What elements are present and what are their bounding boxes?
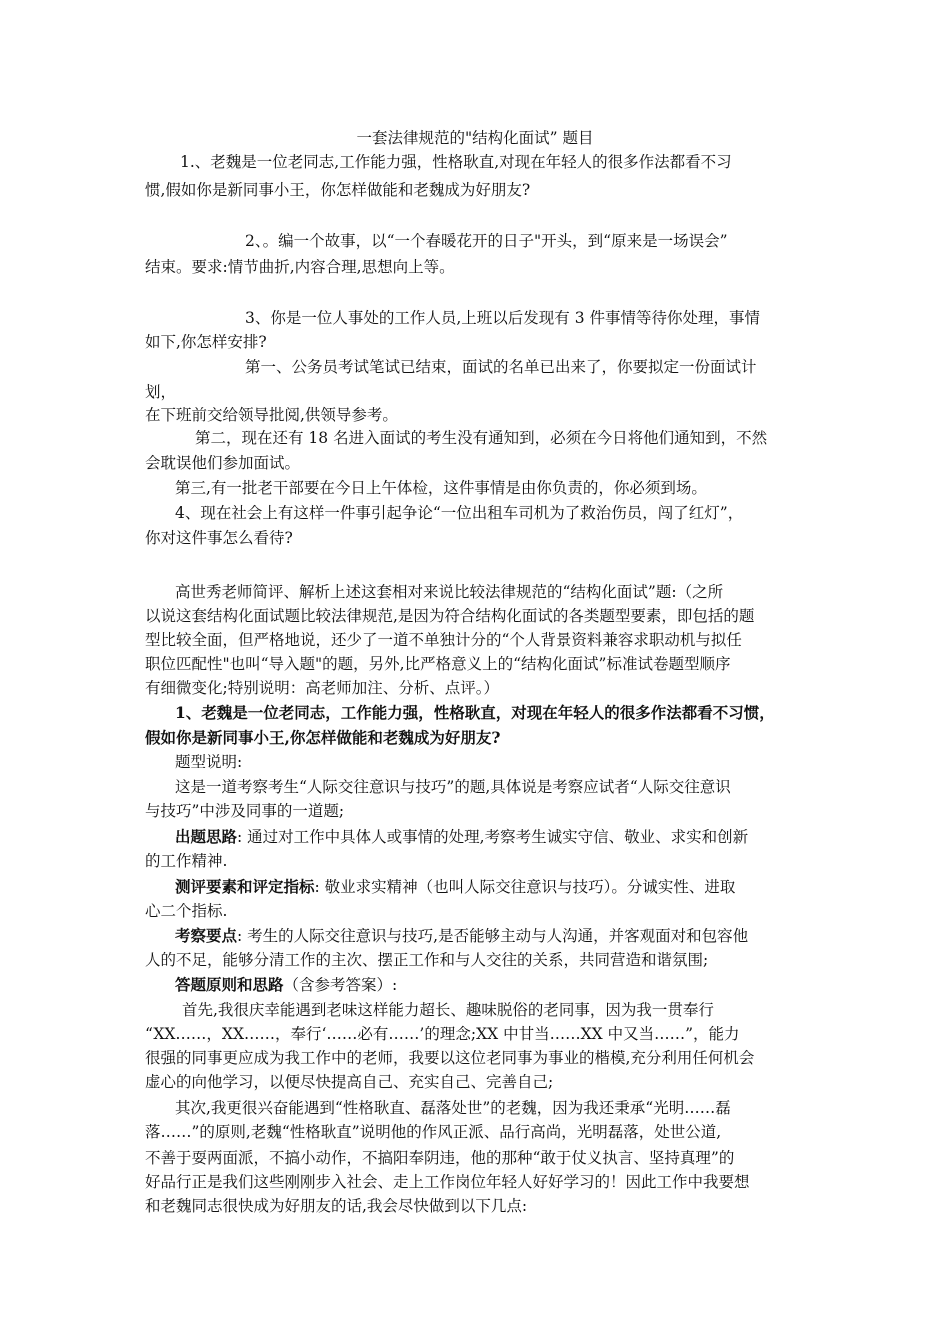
paragraph-1-line-1: 首先,我很庆幸能遇到老味这样能力超长、趣味脱俗的老同事，因为我一贯奉行 xyxy=(182,1001,714,1019)
question-3-line-2: 如下,你怎样安排? xyxy=(145,333,267,351)
type-line-2: 与技巧”中涉及同事的一道题; xyxy=(145,802,345,820)
answer-1-question-line-1: 1、老魏是一位老同志，工作能力强，性格耿直，对现在年轻人的很多作法都看不习惯， xyxy=(175,703,775,722)
document-title: 一套法律规范的"结构化面试” 题目 xyxy=(356,129,594,147)
principle-line xyxy=(175,975,397,995)
paragraph-1-line-2: “XX……，XX……，奉行‘……必有……’的理念;XX 中甘当……XX 中又当……”，能力 xyxy=(145,1025,740,1043)
paragraph-1-line-3: 很强的同事更应成为我工作中的老师，我要以这位老同事为事业的楷模,充分利用任何机会 xyxy=(145,1049,755,1067)
review-line-3: 型比较全面，但严格地说，还少了一道不单独计分的“个人背景资料兼容求职动机与拟任 xyxy=(145,631,742,649)
eval-text: : 敬业求实精神（也叫人际交往意识与技巧）。分诚实性、进取 xyxy=(314,878,736,896)
idea-label: 出题思路 xyxy=(175,827,238,846)
question-3-item-1-line-1: 第一、公务员考试笔试已结束，面试的名单已出来了，你要拟定一份面试计 xyxy=(245,358,757,376)
question-4-line-2: 你对这件事怎么看待? xyxy=(145,529,293,547)
eval-line-1 xyxy=(175,877,735,897)
type-line-1: 这是一道考察考生“人际交往意识与技巧”的题,具体说是考察应试者“人际交往意识 xyxy=(175,778,731,796)
key-line-1 xyxy=(175,926,748,946)
key-line-2: 人的不足，能够分清工作的主次、摆正工作和与人交往的关系，共同营造和谐氛围; xyxy=(145,951,709,969)
paragraph-2-line-5: 和老魏同志很快成为好朋友的话,我会尽快做到以下几点: xyxy=(145,1197,528,1215)
question-1-line-2: 惯,假如你是新同事小王，你怎样做能和老魏成为好朋友? xyxy=(145,181,531,199)
paragraph-2-line-2: 落……”的原则,老魏“性格耿直”说明他的作风正派、品行高尚，光明磊落，处世公道, xyxy=(145,1123,722,1141)
paragraph-2-line-4: 好品行正是我们这些刚刚步入社会、走上工作岗位年轻人好好学习的！因此工作中我要想 xyxy=(145,1173,750,1191)
question-3-item-2-line-2: 会耽误他们参加面试。 xyxy=(145,454,301,472)
paragraph-1-line-4: 虚心的向他学习，以便尽快提高自己、充实自己、完善自己; xyxy=(145,1073,554,1091)
question-1-line-1: 1.、老魏是一位老同志,工作能力强，性格耿直,对现在年轻人的很多作法都看不习 xyxy=(180,153,732,171)
idea-text: : 通过对工作中具体人或事情的处理,考察考生诚实守信、敬业、求实和创新 xyxy=(237,828,749,846)
question-3-item-1-line-3: 在下班前交给领导批阅,供领导参考。 xyxy=(145,406,398,424)
answer-1-question-line-2: 假如你是新同事小王,你怎样做能和老魏成为好朋友? xyxy=(145,728,501,747)
review-line-5: 有细微变化;特别说明：高老师加注、分析、点评。） xyxy=(145,679,499,697)
principle-label: 答题原则和思路 xyxy=(175,975,284,994)
review-line-4: 职位匹配性"也叫“导入题"的题，另外,比严格意义上的“结构化面试”标准试卷题型顺序 xyxy=(145,655,731,673)
question-4-line-1: 4、现在社会上有这样一件事引起争论“一位出租车司机为了救治伤员，闯了红灯”， xyxy=(175,504,744,522)
idea-line-1 xyxy=(175,827,748,847)
question-2-line-1: 2、。编一个故事，以“一个春暖花开的日子"开头，到“原来是一场误会” xyxy=(245,232,728,250)
question-3-item-1-line-2: 划， xyxy=(145,383,177,401)
principle-rest: （含参考答案）: xyxy=(283,976,398,994)
question-2-line-2: 结束。要求:情节曲折,内容合理,思想向上等。 xyxy=(145,258,455,276)
key-text: : 考生的人际交往意识与技巧,是否能够主动与人沟通，并客观面对和包容他 xyxy=(237,927,749,945)
paragraph-2-line-1: 其次,我更很兴奋能遇到“性格耿直、磊落处世”的老魏，因为我还秉承“光明……磊 xyxy=(175,1099,731,1117)
key-label: 考察要点 xyxy=(175,926,238,945)
type-label: 题型说明: xyxy=(175,753,243,771)
paragraph-2-line-3: 不善于耍两面派，不搞小动作，不搞阳奉阴违，他的那种“敢于仗义执言、坚持真理”的 xyxy=(145,1149,735,1167)
eval-line-2: 心二个指标. xyxy=(145,902,228,920)
question-3-line-1: 3、你是一位人事处的工作人员,上班以后发现有 3 件事情等待你处理，事情 xyxy=(245,309,761,327)
review-line-2: 以说这套结构化面试题比较法律规范,是因为符合结构化面试的各类题型要素，即包括的题 xyxy=(145,607,755,625)
review-line-1: 高世秀老师简评、解析上述这套相对来说比较法律规范的“结构化面试”题:（之所 xyxy=(175,583,724,601)
question-3-item-3: 第三,有一批老干部要在今日上午体检，这件事情是由你负责的，你必须到场。 xyxy=(175,479,707,497)
eval-label: 测评要素和评定指标 xyxy=(175,877,315,896)
idea-line-2: 的工作精神. xyxy=(145,852,228,870)
question-3-item-2-line-1: 第二，现在还有 18 名进入面试的考生没有通知到，必须在今日将他们通知到，不然 xyxy=(195,429,768,447)
